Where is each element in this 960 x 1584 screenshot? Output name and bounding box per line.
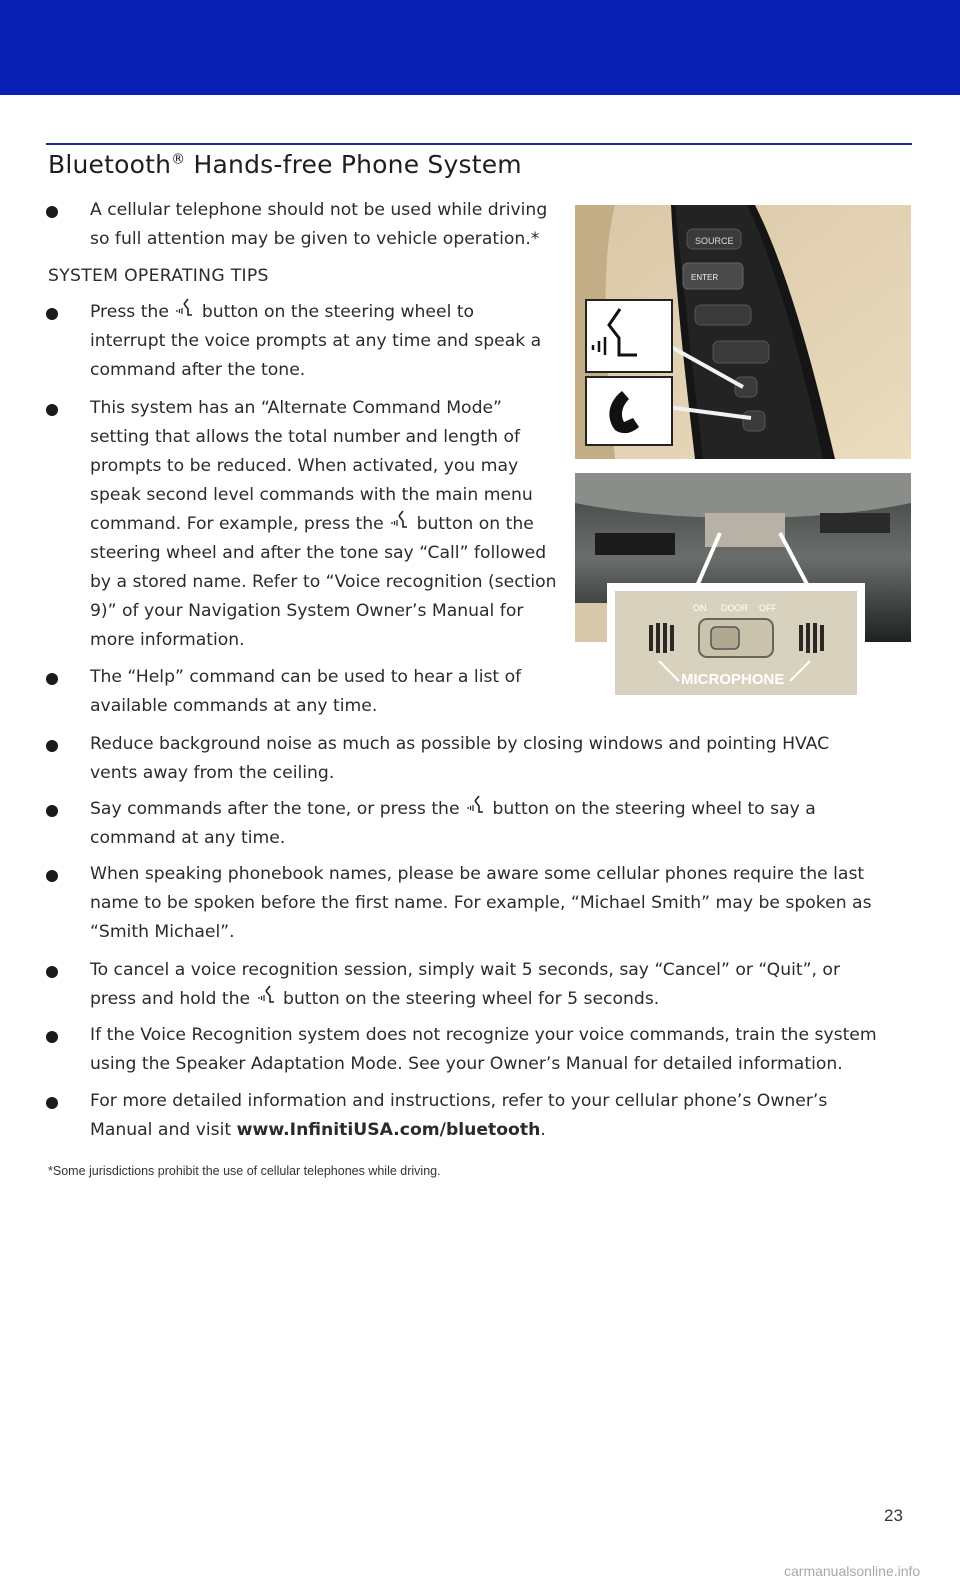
enter-label: ENTER bbox=[691, 273, 719, 282]
bluetooth-link[interactable]: www.InfinitiUSA.com/bluetooth bbox=[236, 1120, 541, 1140]
microphone-label: MICROPHONE bbox=[681, 671, 785, 688]
off-label: OFF bbox=[759, 603, 777, 613]
header-band bbox=[0, 0, 960, 95]
phone-button-callout bbox=[586, 377, 672, 445]
page-number: 23 bbox=[884, 1506, 903, 1525]
voice-icon bbox=[467, 795, 485, 817]
page-title: Bluetooth® Hands-free Phone System bbox=[48, 150, 522, 179]
voice-icon bbox=[391, 510, 409, 532]
door-label: DOOR bbox=[721, 603, 748, 613]
section-subheading: SYSTEM OPERATING TIPS bbox=[48, 266, 269, 286]
source-label: SOURCE bbox=[695, 236, 734, 246]
steering-wheel-photo bbox=[575, 205, 911, 459]
title-rule bbox=[46, 143, 912, 145]
bullet-dot bbox=[46, 206, 58, 218]
on-label: ON bbox=[693, 603, 707, 613]
voice-icon bbox=[176, 298, 194, 320]
voice-icon bbox=[258, 985, 276, 1007]
watermark: carmanualsonline.info bbox=[784, 1563, 921, 1579]
ceiling-microphone-photo bbox=[575, 473, 911, 698]
footnote: *Some jurisdictions prohibit the use of cellular telephones while driving. bbox=[48, 1164, 441, 1178]
voice-button-callout bbox=[586, 300, 672, 372]
